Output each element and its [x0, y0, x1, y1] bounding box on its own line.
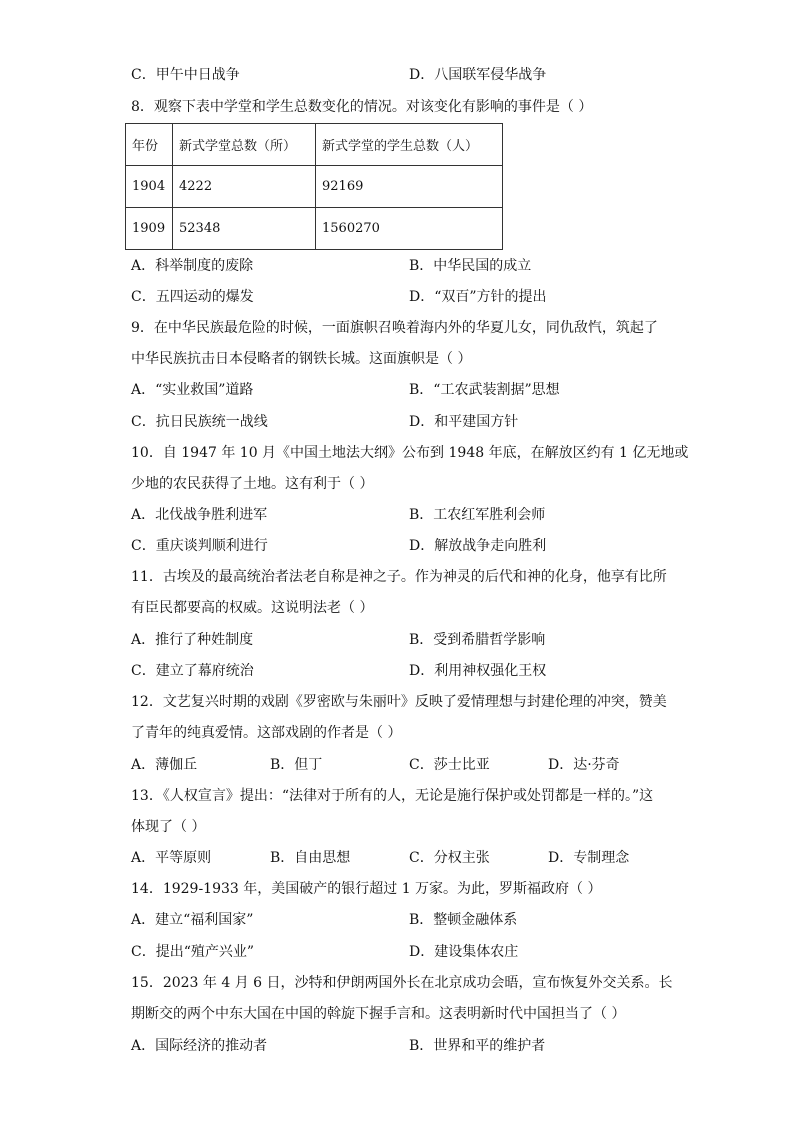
q11-option-a: A．推行了种姓制度	[131, 632, 254, 648]
q13-option-c: C．分权主张	[409, 850, 490, 866]
q9-option-c: C．抗日民族统一战线	[131, 414, 268, 430]
q10-option-b: B．工农红军胜利会师	[409, 507, 546, 523]
q13-stem-line-2: 体现了（ ）	[131, 819, 206, 835]
table-cell: 52348	[173, 208, 316, 250]
q7-option-d: D．八国联军侵华战争	[409, 67, 547, 83]
table-cell: 1904	[126, 166, 173, 208]
q11-option-b: B．受到希腊哲学影响	[409, 632, 546, 648]
q9-stem-line-1: 9．在中华民族最危险的时候，一面旗帜召唤着海内外的华夏儿女，同仇敌忾，筑起了	[131, 320, 658, 336]
q11-option-c: C．建立了幕府统治	[131, 663, 254, 679]
q9-stem-line-2: 中华民族抗击日本侵略者的钢铁长城。这面旗帜是（ ）	[131, 351, 472, 367]
q14-option-a: A．建立“福利国家”	[131, 912, 254, 928]
q12-option-d: D．达·芬奇	[548, 757, 620, 773]
table-cell: 1909	[126, 208, 173, 250]
q11-stem-line-2: 有臣民都要高的权威。这说明法老（ ）	[131, 600, 374, 616]
q9-option-d: D．和平建国方针	[409, 414, 519, 430]
q15-option-a: A．国际经济的推动者	[131, 1038, 268, 1054]
q13-option-b: B．自由思想	[270, 850, 351, 866]
q9-option-a: A．“实业救国”道路	[131, 382, 254, 398]
q15-stem-line-1: 15．2023 年 4 月 6 日，沙特和伊朗两国外长在北京成功会晤，宣布恢复外交关系。长	[131, 975, 673, 991]
q7-option-c: C．甲午中日战争	[131, 67, 240, 83]
q9-option-b: B．“工农武装割据”思想	[409, 382, 560, 398]
q8-option-c: C．五四运动的爆发	[131, 289, 254, 305]
q10-stem-line-2: 少地的农民获得了土地。这有利于（ ）	[131, 476, 374, 492]
q8-stem: 8．观察下表中学堂和学生总数变化的情况。对该变化有影响的事件是（ ）	[131, 99, 593, 115]
q8-option-b: B．中华民国的成立	[409, 258, 532, 274]
q10-option-c: C．重庆谈判顺利进行	[131, 538, 268, 554]
table-cell: 92169	[316, 166, 503, 208]
table-cell: 4222	[173, 166, 316, 208]
q8-option-a: A．科举制度的废除	[131, 258, 254, 274]
q11-option-d: D．利用神权强化王权	[409, 663, 547, 679]
q10-option-d: D．解放战争走向胜利	[409, 538, 547, 554]
q13-option-a: A．平等原则	[131, 850, 212, 866]
q11-stem-line-1: 11．古埃及的最高统治者法老自称是神之子。作为神灵的后代和神的化身，他享有比所	[131, 569, 667, 585]
q8-option-d: D．“双百”方针的提出	[409, 289, 547, 305]
table-row	[126, 208, 503, 250]
table-header-cell: 年份	[126, 124, 173, 166]
q12-stem-line-1: 12．文艺复兴时期的戏剧《罗密欧与朱丽叶》反映了爱情理想与封建伦理的冲突，赞美	[131, 694, 667, 710]
q15-stem-line-2: 期断交的两个中东大国在中国的斡旋下握手言和。这表明新时代中国担当了（ ）	[131, 1006, 626, 1022]
table-row	[126, 166, 503, 208]
table-header-cell: 新式学堂的学生总数（人）	[316, 124, 503, 166]
q14-option-c: C．提出“殖产兴业”	[131, 944, 255, 960]
q13-option-d: D．专制理念	[548, 850, 630, 866]
table-header-row	[126, 124, 503, 166]
table-cell: 1560270	[316, 208, 503, 250]
q12-option-c: C．莎士比亚	[409, 757, 490, 773]
q8-data-table	[125, 123, 503, 250]
q14-option-b: B．整顿金融体系	[409, 912, 518, 928]
q14-option-d: D．建设集体农庄	[409, 944, 519, 960]
q10-option-a: A．北伐战争胜利进军	[131, 507, 268, 523]
q13-stem-line-1: 13．《人权宣言》提出：“法律对于所有的人，无论是施行保护或处罚都是一样的。”这	[131, 788, 654, 804]
q12-option-a: A．薄伽丘	[131, 757, 198, 773]
q12-stem-line-2: 了青年的纯真爱情。这部戏剧的作者是（ ）	[131, 725, 402, 741]
table-header-cell: 新式学堂总数（所）	[173, 124, 316, 166]
q12-option-b: B．但丁	[270, 757, 323, 773]
q14-stem: 14．1929-1933 年，美国破产的银行超过 1 万家。为此，罗斯福政府（ ）	[131, 881, 602, 897]
q10-stem-line-1: 10．自 1947 年 10 月《中国土地法大纲》公布到 1948 年底，在解放区约有 1 亿无地或	[131, 445, 689, 461]
q15-option-b: B．世界和平的维护者	[409, 1038, 546, 1054]
